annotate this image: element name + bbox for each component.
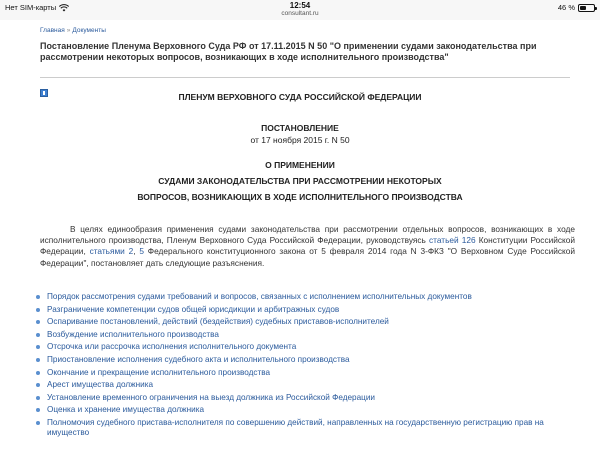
status-bar	[0, 0, 600, 20]
toc-item[interactable]	[36, 355, 576, 366]
toc-item-label[interactable]: Установление временного ограничения на выезд должника из Российской Федерации	[47, 392, 375, 402]
toc-item-label[interactable]: Полномочия судебного пристава-исполнителя по совершению действий, направленных на государственную регистрацию прав на имущество	[47, 417, 544, 438]
breadcrumb-documents-link[interactable]: Документы	[72, 27, 106, 34]
doc-date: от 17 ноября 2015 г. N 50	[250, 135, 350, 145]
table-of-contents	[36, 292, 576, 441]
toc-item-label[interactable]: Приостановление исполнения судебного акта и исполнительного производства	[47, 354, 350, 364]
bullet-icon	[36, 333, 40, 337]
toc-item-label[interactable]: Оценка и хранение имущества должника	[47, 405, 205, 415]
toc-item-label[interactable]: Отсрочка или рассрочка исполнения исполнительного документа	[47, 342, 297, 352]
toc-item[interactable]	[36, 305, 576, 316]
doc-type-heading: ПОСТАНОВЛЕНИЕ	[261, 123, 339, 133]
bullet-icon	[36, 421, 40, 425]
toc-item[interactable]	[36, 292, 576, 303]
battery-icon	[578, 4, 595, 12]
bullet-icon	[36, 295, 40, 299]
bullet-icon	[36, 396, 40, 400]
toc-item[interactable]	[36, 368, 576, 379]
intro-text-1: В целях единообразия применения судами законодательства при рассмотрении отдельных вопросов, возникающих в ходе исполнительного производства, Пленум Верховного Суда Российской Федерации, руководствуясь	[40, 224, 575, 246]
article-126-link[interactable]: статьей 126	[428, 235, 476, 246]
doc-title-line-2: СУДАМИ ЗАКОНОДАТЕЛЬСТВА ПРИ РАССМОТРЕНИИ НЕКОТОРЫХ	[158, 176, 442, 186]
bullet-icon	[36, 358, 40, 362]
toc-item[interactable]	[36, 342, 576, 353]
toc-item-label[interactable]: Арест имущества должника	[47, 380, 154, 390]
toc-item-label[interactable]: Оспаривание постановлений, действий (бездействия) судебных приставов-исполнителей	[47, 317, 389, 327]
toc-item[interactable]	[36, 380, 576, 391]
address-bar-url[interactable]: consultant.ru	[281, 10, 319, 17]
bullet-icon	[36, 345, 40, 349]
document-header-title: Постановление Пленума Верховного Суда РФ от 17.11.2015 N 50 "О применении судами законодательства при рассмотрении некоторых вопросов, возникающих в ходе исполнительного производства"	[40, 41, 537, 62]
toc-item[interactable]	[36, 418, 576, 439]
toc-item-label[interactable]: Окончание и прекращение исполнительного производства	[47, 367, 271, 377]
toc-item[interactable]	[36, 330, 576, 341]
clock-time: 12:54	[289, 1, 311, 10]
breadcrumb	[40, 27, 106, 34]
bullet-icon	[36, 408, 40, 412]
status-center	[0, 1, 600, 18]
bullet-icon	[36, 371, 40, 375]
carrier-label: Нет SIM-карты	[5, 3, 57, 12]
toc-item-label[interactable]: Разграничение компетенции судов общей юрисдикции и арбитражных судов	[47, 304, 340, 314]
intro-text-2: Конституции Российской Федерации,	[40, 235, 575, 257]
bullet-icon	[36, 320, 40, 324]
breadcrumb-home-link[interactable]: Главная	[40, 27, 65, 34]
doc-title-line-3: ВОПРОСОВ, ВОЗНИКАЮЩИХ В ХОДЕ ИСПОЛНИТЕЛЬНОГО ПРОИЗВОДСТВА	[137, 192, 463, 202]
toc-item-label[interactable]: Порядок рассмотрения судами требований и вопросов, связанных с исполнением исполнительных документов	[47, 292, 472, 301]
breadcrumb-separator: »	[66, 27, 71, 34]
articles-2-link[interactable]: статьями 2	[89, 246, 134, 257]
issuer-heading: ПЛЕНУМ ВЕРХОВНОГО СУДА РОССИЙСКОЙ ФЕДЕРАЦИИ	[178, 92, 422, 102]
toc-item[interactable]	[36, 393, 576, 404]
status-right	[558, 3, 595, 12]
toc-item[interactable]	[36, 317, 576, 328]
intro-text-3: ,	[133, 246, 140, 257]
bullet-icon	[36, 383, 40, 387]
battery-percent: 46 %	[557, 3, 575, 12]
toc-item[interactable]	[36, 405, 576, 416]
battery-fill	[580, 6, 586, 10]
toc-item-label[interactable]: Возбуждение исполнительного производства	[47, 329, 219, 339]
article-5-link[interactable]: 5	[139, 246, 144, 257]
bullet-icon	[36, 308, 40, 312]
intro-paragraph	[40, 224, 575, 269]
intro-text-4: Федерального конституционного закона от 5 февраля 2014 года N 3-ФКЗ "О Верховном Суде Российской Федерации", постановляет дать следующие разъяснения.	[40, 246, 575, 268]
doc-title-line-1: О ПРИМЕНЕНИИ	[265, 160, 335, 170]
header-divider	[40, 77, 570, 78]
